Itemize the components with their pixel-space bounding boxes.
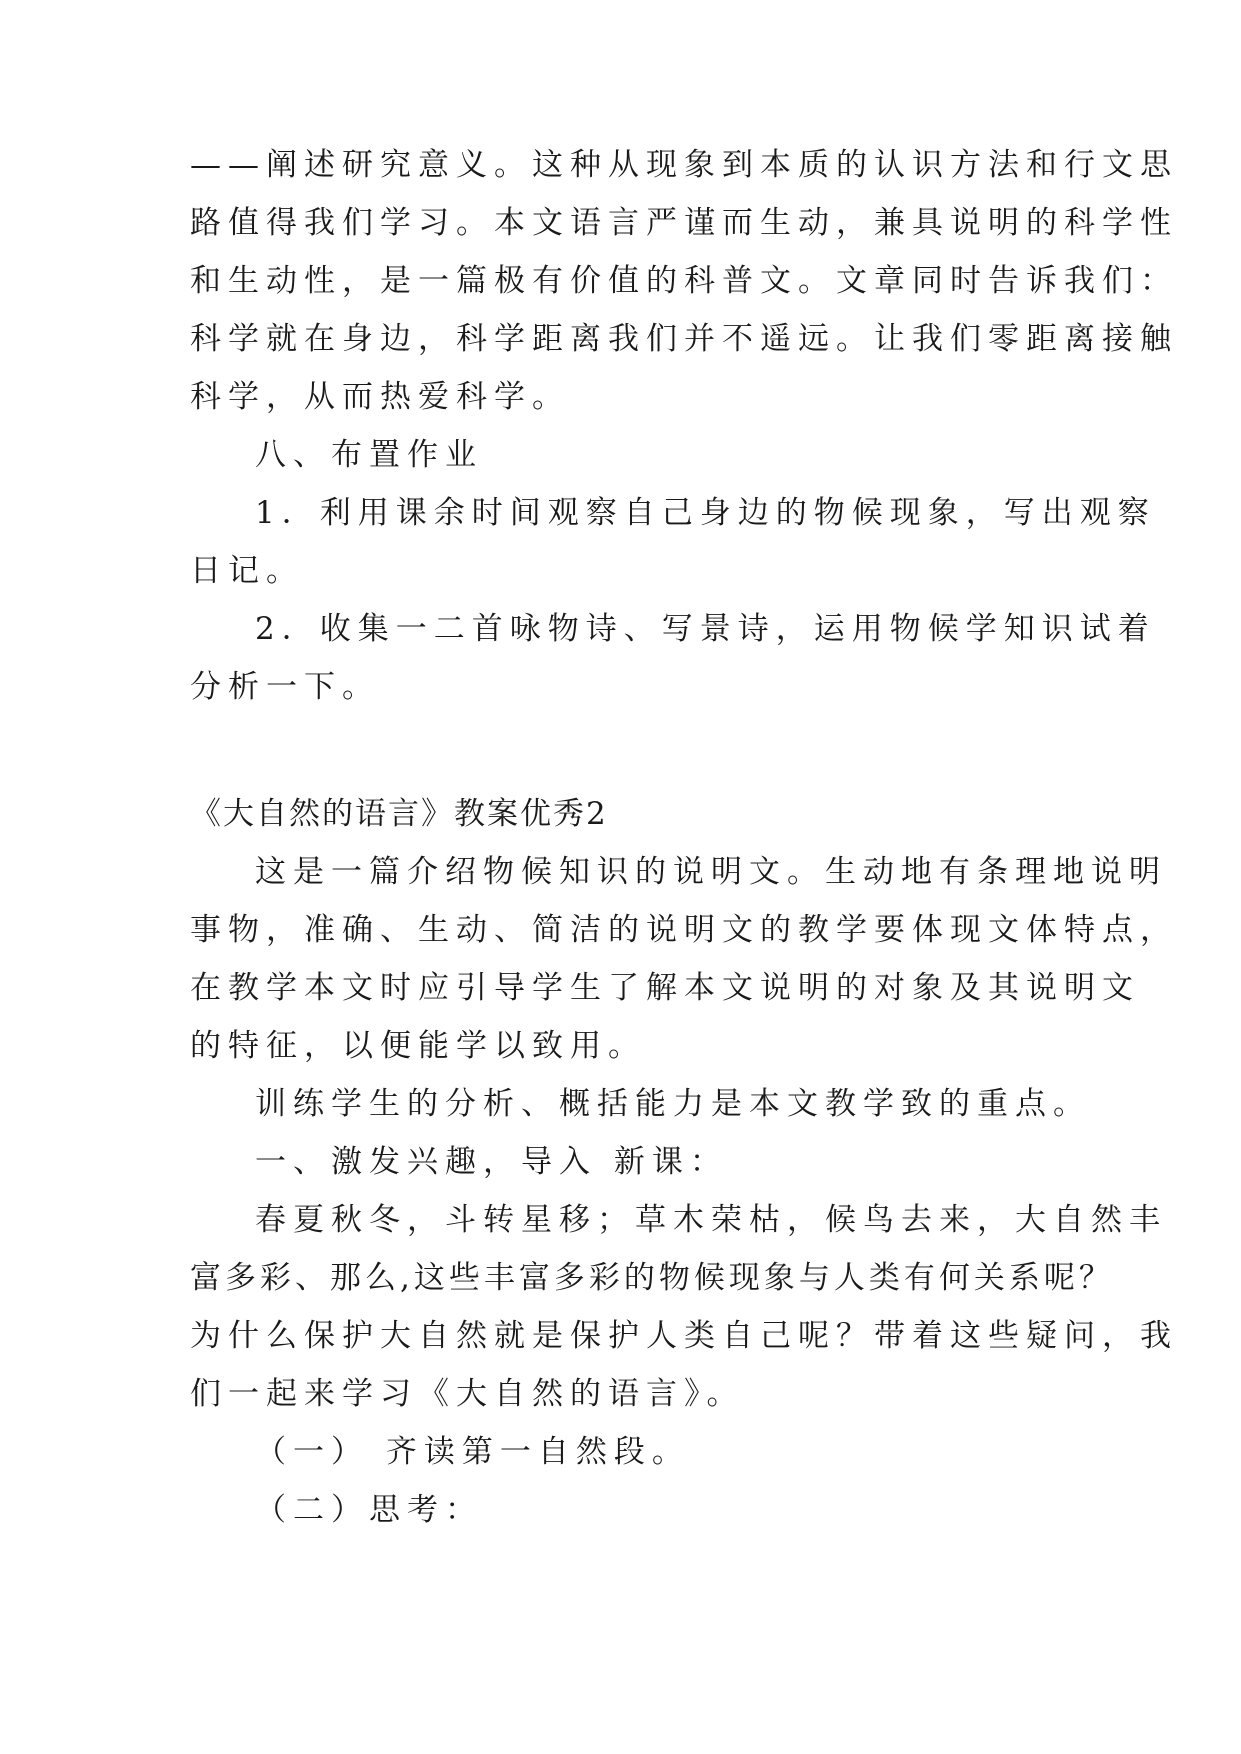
- paragraph-line: 们一起来学习《大自然的语言》。: [190, 1376, 745, 1412]
- subsection-item-1: （一） 齐读第一自然段。: [255, 1434, 690, 1470]
- paragraph-line: 富多彩、那么,这些丰富多彩的物候现象与人类有何关系呢？: [190, 1260, 1114, 1296]
- paragraph-line: 训练学生的分析、概括能力是本文教学致的重点。: [255, 1086, 1091, 1122]
- section-heading: 八、布置作业: [255, 437, 483, 473]
- paragraph-line: 和生动性，是一篇极有价值的科普文。文章同时告诉我们：: [190, 263, 1178, 299]
- paragraph-line: 春夏秋冬，斗转星移；草木荣枯，候鸟去来，大自然丰: [255, 1202, 1167, 1238]
- step-heading: 一、激发兴趣，导入 新课：: [255, 1144, 728, 1180]
- homework-item-1: 1．利用课余时间观察自己身边的物候现象，写出观察: [255, 495, 1156, 531]
- subsection-item-2: （二）思考：: [255, 1492, 483, 1528]
- homework-item-2: 2．收集一二首咏物诗、写景诗，运用物候学知识试着: [255, 611, 1156, 647]
- homework-item-2-continued: 分析一下。: [190, 669, 380, 705]
- paragraph-line: 这是一篇介绍物候知识的说明文。生动地有条理地说明: [255, 854, 1167, 890]
- homework-item-1-continued: 日记。: [190, 553, 304, 589]
- paragraph-line: 科学就在身边，科学距离我们并不遥远。让我们零距离接触: [190, 321, 1178, 357]
- paragraph-line: 科学，从而热爱科学。: [190, 379, 570, 415]
- paragraph-line: 为什么保护大自然就是保护人类自己呢？带着这些疑问，我: [190, 1318, 1178, 1354]
- lesson-title: 《大自然的语言》教案优秀2: [190, 796, 608, 832]
- paragraph-line: 事物，准确、生动、简洁的说明文的教学要体现文体特点，: [190, 912, 1178, 948]
- paragraph-line: 的特征，以便能学以致用。: [190, 1028, 646, 1064]
- paragraph-line: 路值得我们学习。本文语言严谨而生动，兼具说明的科学性: [190, 205, 1178, 241]
- paragraph-line: 在教学本文时应引导学生了解本文说明的对象及其说明文: [190, 970, 1140, 1006]
- paragraph-line: ——阐述研究意义。这种从现象到本质的认识方法和行文思: [190, 147, 1178, 183]
